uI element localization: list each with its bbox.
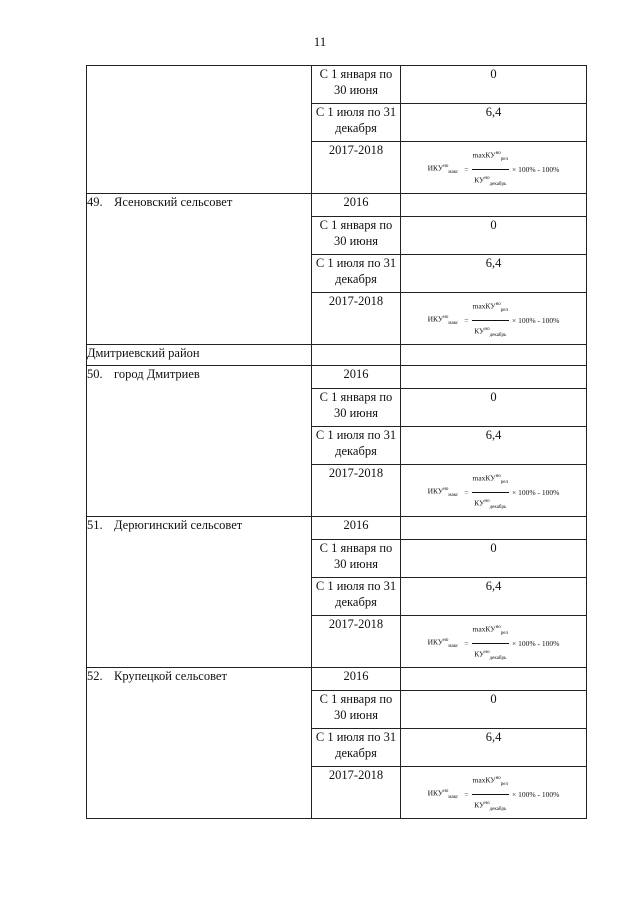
formula-lhs: $ИКУ^{но}_{макс}$ bbox=[427, 314, 459, 326]
formula-lhs: $ИКУ^{но}_{макс}$ bbox=[427, 637, 459, 649]
period-cell: С 1 июля по 31 декабря bbox=[312, 578, 401, 616]
value-cell: 6,4 bbox=[401, 104, 587, 142]
table-row bbox=[87, 194, 587, 217]
formula-lhs: $ИКУ^{но}_{макс}$ bbox=[427, 486, 459, 498]
table-row bbox=[87, 345, 587, 366]
period-cell: С 1 июля по 31 декабря bbox=[312, 427, 401, 465]
table-row bbox=[87, 66, 587, 104]
formula-equals: = bbox=[464, 487, 469, 497]
formula-numerator: maxКУ$^{но}_{рел}$ bbox=[472, 146, 509, 170]
entry-number: 50. bbox=[87, 367, 103, 381]
tariff-index-formula bbox=[401, 469, 586, 516]
value-cell: 0 bbox=[401, 217, 587, 255]
value-cell: 6,4 bbox=[401, 255, 587, 293]
period-cell: С 1 июля по 31 декабря bbox=[312, 729, 401, 767]
period-cell: С 1 января по 30 июня bbox=[312, 540, 401, 578]
table-row bbox=[87, 366, 587, 389]
formula-lhs: $ИКУ^{но}_{макс}$ bbox=[427, 163, 459, 175]
tariff-index-formula bbox=[401, 146, 586, 193]
formula-fraction bbox=[472, 297, 509, 344]
entry-number: 51. bbox=[87, 518, 103, 532]
period-cell: 2017-2018 bbox=[312, 465, 401, 517]
period-cell: С 1 июля по 31 декабря bbox=[312, 255, 401, 293]
entry-name-cell bbox=[87, 366, 312, 517]
period-cell: С 1 января по 30 июня bbox=[312, 389, 401, 427]
formula-tail: × 100% - 100% bbox=[512, 789, 560, 799]
value-cell: 0 bbox=[401, 691, 587, 729]
formula-fraction bbox=[472, 771, 509, 818]
formula-fraction bbox=[472, 469, 509, 516]
period-cell: 2016 bbox=[312, 366, 401, 389]
formula-denominator: $КУ^{но}_{декабрь}$ bbox=[474, 800, 507, 812]
period-cell: 2016 bbox=[312, 194, 401, 217]
continuation-name-cell bbox=[87, 66, 312, 194]
formula-equals: = bbox=[464, 315, 469, 325]
period-cell: С 1 июля по 31 декабря bbox=[312, 104, 401, 142]
formula-cell bbox=[401, 616, 587, 668]
entry-name: Дерюгинский сельсовет bbox=[114, 518, 243, 532]
period-cell: С 1 января по 30 июня bbox=[312, 66, 401, 104]
formula-denominator: $КУ^{но}_{декабрь}$ bbox=[474, 326, 507, 338]
formula-equals: = bbox=[464, 638, 469, 648]
formula-fraction bbox=[472, 620, 509, 667]
formula-numerator: maxКУ$^{но}_{рел}$ bbox=[472, 620, 509, 644]
value-cell bbox=[401, 194, 587, 217]
entry-number: 49. bbox=[87, 195, 103, 209]
value-cell bbox=[401, 517, 587, 540]
value-cell: 6,4 bbox=[401, 729, 587, 767]
formula-equals: = bbox=[464, 164, 469, 174]
tariff-index-formula bbox=[401, 771, 586, 818]
formula-cell bbox=[401, 293, 587, 345]
period-cell: С 1 января по 30 июня bbox=[312, 691, 401, 729]
formula-numerator: maxКУ$^{но}_{рел}$ bbox=[472, 469, 509, 493]
formula-denominator: $КУ^{но}_{декабрь}$ bbox=[474, 649, 507, 661]
region-heading: Дмитриевский район bbox=[87, 345, 312, 366]
entry-number: 52. bbox=[87, 669, 103, 683]
value-cell: 0 bbox=[401, 389, 587, 427]
formula-numerator: maxКУ$^{но}_{рел}$ bbox=[472, 297, 509, 321]
formula-fraction bbox=[472, 146, 509, 193]
value-cell: 0 bbox=[401, 540, 587, 578]
value-cell: 0 bbox=[401, 66, 587, 104]
entry-name-cell bbox=[87, 194, 312, 345]
period-cell: 2017-2018 bbox=[312, 767, 401, 819]
tariff-index-formula bbox=[401, 297, 586, 344]
formula-cell bbox=[401, 142, 587, 194]
formula-denominator: $КУ^{но}_{декабрь}$ bbox=[474, 175, 507, 187]
entry-name-cell bbox=[87, 668, 312, 819]
tariff-index-formula bbox=[401, 620, 586, 667]
formula-numerator: maxКУ$^{но}_{рел}$ bbox=[472, 771, 509, 795]
value-cell: 6,4 bbox=[401, 427, 587, 465]
period-cell: 2017-2018 bbox=[312, 616, 401, 668]
formula-lhs: $ИКУ^{но}_{макс}$ bbox=[427, 788, 459, 800]
formula-tail: × 100% - 100% bbox=[512, 487, 560, 497]
entry-name-cell bbox=[87, 517, 312, 668]
table-row bbox=[87, 668, 587, 691]
value-cell bbox=[401, 668, 587, 691]
formula-tail: × 100% - 100% bbox=[512, 315, 560, 325]
tariff-table bbox=[86, 65, 587, 819]
entry-name: Ясеновский сельсовет bbox=[114, 195, 233, 209]
table-row bbox=[87, 517, 587, 540]
period-cell: 2017-2018 bbox=[312, 293, 401, 345]
value-cell bbox=[401, 366, 587, 389]
page-number: 11 bbox=[313, 34, 327, 49]
formula-tail: × 100% - 100% bbox=[512, 164, 560, 174]
empty-cell bbox=[401, 345, 587, 366]
period-cell: 2016 bbox=[312, 517, 401, 540]
entry-name: город Дмитриев bbox=[114, 367, 200, 381]
value-cell: 6,4 bbox=[401, 578, 587, 616]
entry-name: Крупецкой сельсовет bbox=[114, 669, 227, 683]
period-cell: 2016 bbox=[312, 668, 401, 691]
formula-equals: = bbox=[464, 789, 469, 799]
period-cell: 2017-2018 bbox=[312, 142, 401, 194]
empty-cell bbox=[312, 345, 401, 366]
formula-cell bbox=[401, 767, 587, 819]
period-cell: С 1 января по 30 июня bbox=[312, 217, 401, 255]
formula-denominator: $КУ^{но}_{декабрь}$ bbox=[474, 498, 507, 510]
formula-tail: × 100% - 100% bbox=[512, 638, 560, 648]
formula-cell bbox=[401, 465, 587, 517]
